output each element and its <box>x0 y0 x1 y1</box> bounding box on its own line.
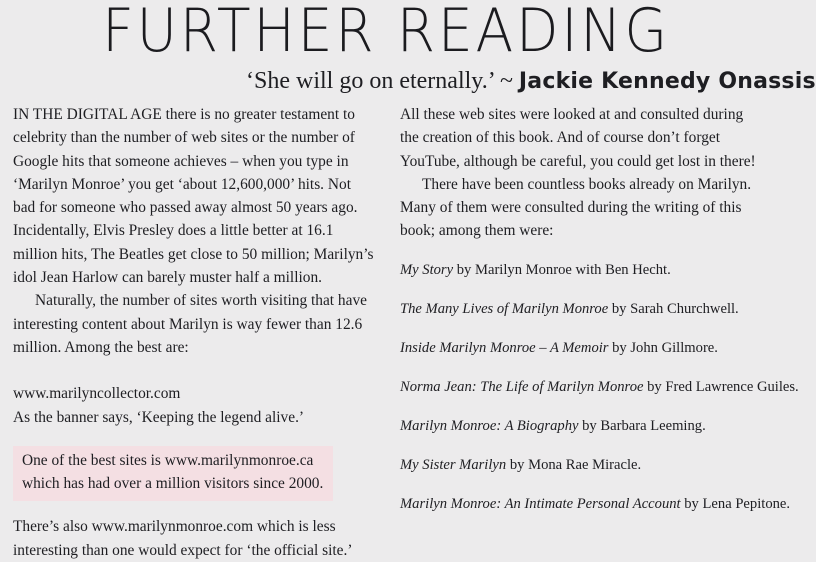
epigraph-quote: ‘She will go on eternally.’ <box>246 68 494 94</box>
book-title: Marilyn Monroe: An Intimate Personal Account <box>400 495 681 512</box>
epigraph-author: Jackie Kennedy Onassis <box>518 69 816 94</box>
book-author: by Sarah Churchwell. <box>608 300 739 317</box>
books-intro-paragraph: There have been countless books already on Marilyn. Many of them were consulted during the writing of this book; among them were: <box>400 175 752 240</box>
site-marilyncollector: www.marilyncollector.com <box>13 385 181 403</box>
book-author: by Mona Rae Miracle. <box>506 456 642 473</box>
book-entry <box>400 415 706 438</box>
book-title: Norma Jean: The Life of Marilyn Monroe <box>400 378 644 395</box>
book-author: by John Gillmore. <box>608 339 718 356</box>
intro-paragraph: IN THE DIGITAL AGE there is no greater testament to celebrity than the number of web sites or the number of Google hits that someone achieves – when you type in ‘Marilyn Monroe’ you get ‘about 12,600,000’ hits. Not bad for someone who passed away almost 50 years ago. Incidentally, Elvis Presley does a little better at 16.1 million hits, The Beatles get close to 50 million; Marilyn’s idol Jean Harlow can barely muster half a million. <box>13 106 374 287</box>
official-site-paragraph: There’s also www.marilynmonroe.com which is less interesting than one would expect for ‘the official site.’ <box>13 518 353 559</box>
epigraph-separator: ~ <box>493 68 519 94</box>
book-entry <box>400 259 671 282</box>
book-title: The Many Lives of Marilyn Monroe <box>400 300 609 317</box>
site-marilyncollector-note: As the banner says, ‘Keeping the legend alive.’ <box>13 408 305 426</box>
highlighted-paragraph: One of the best sites is www.marilynmonroe.ca which has had over a million visitors since 2000. <box>13 446 333 502</box>
book-title: Inside Marilyn Monroe – A Memoir <box>400 339 609 356</box>
book-author: by Lena Pepitone. <box>680 495 791 512</box>
book-entry <box>400 376 799 399</box>
book-title: Marilyn Monroe: A Biography <box>400 417 579 434</box>
book-entry <box>400 493 790 516</box>
left-column <box>13 103 375 562</box>
book-author: by Barbara Leeming. <box>578 417 706 434</box>
book-entry <box>400 298 739 321</box>
book-title: My Sister Marilyn <box>400 456 507 473</box>
book-author: by Fred Lawrence Guiles. <box>643 378 799 395</box>
websites-paragraph: All these web sites were looked at and consulted during the creation of this book. And of course don’t forget YouTube, although be careful, you could get lost in there! <box>400 106 756 170</box>
book-author: by Marilyn Monroe with Ben Hecht. <box>453 261 671 278</box>
book-title: My Story <box>400 261 454 278</box>
book-entry <box>400 454 641 477</box>
page-title: FURTHER READING <box>102 0 670 66</box>
sites-paragraph: Naturally, the number of sites worth visiting that have interesting content about Marilyn is way fewer than 12.6 million. Among the best are: <box>13 292 367 356</box>
book-entry <box>400 337 718 360</box>
right-column <box>400 103 799 512</box>
epigraph <box>246 68 816 95</box>
